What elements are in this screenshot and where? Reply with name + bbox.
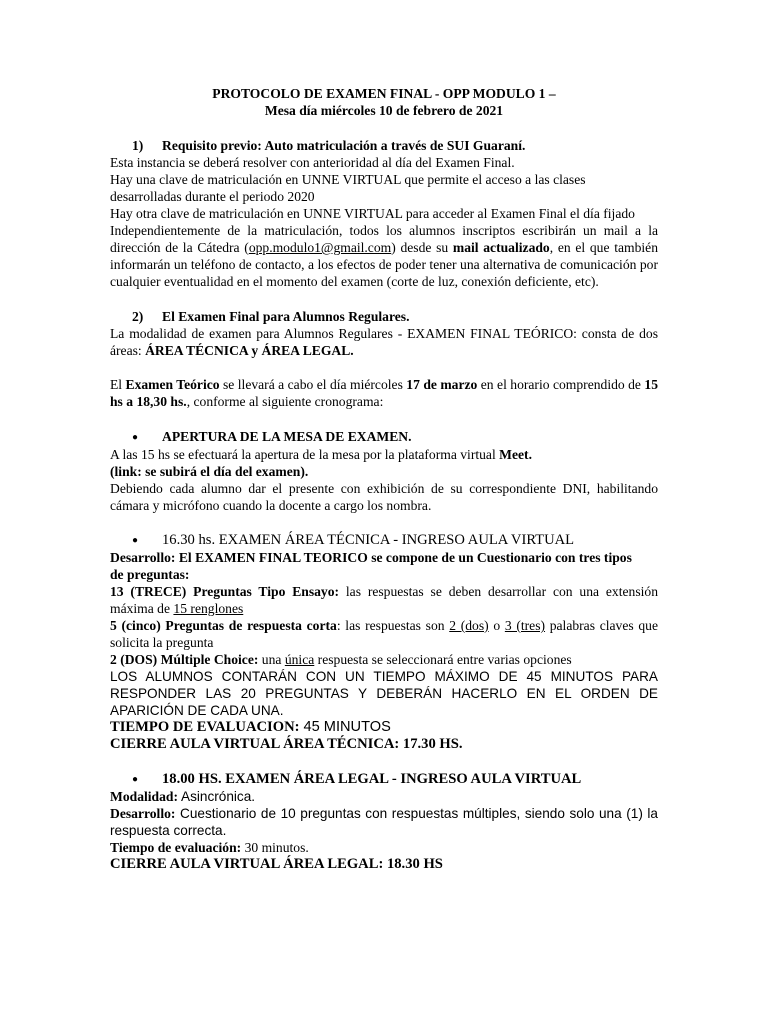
text-run: 45 MINUTOS xyxy=(299,719,391,735)
emphasis: 13 (TRECE) Preguntas Tipo Ensayo: xyxy=(110,584,340,599)
document-title: PROTOCOLO DE EXAMEN FINAL - OPP MODULO 1 – xyxy=(212,86,556,101)
section-1-paragraph-3: Hay otra clave de matriculación en UNNE VIRTUAL para acceder al Examen Final el día fijado xyxy=(110,206,635,221)
emphasis: Desarrollo: xyxy=(110,806,176,821)
section-2-number: 2) xyxy=(132,309,144,324)
text-run: Independientemente de la matriculación, todos los alumnos inscriptos escribirán un mail a la dirección de la Cátedra ( xyxy=(110,223,658,255)
bullet-2-development-cont: de preguntas: xyxy=(110,567,190,582)
bullet-1-heading xyxy=(132,428,658,446)
emphasis: 5 (cinco) Preguntas de respuesta corta xyxy=(110,618,337,633)
section-1-paragraph-1: Esta instancia se deberá resolver con anterioridad al día del Examen Final. xyxy=(110,155,515,170)
emphasis: mail actualizado xyxy=(452,240,550,255)
underlined-text: 3 (tres) xyxy=(504,618,546,633)
bullet-2-title: 16.30 hs. EXAMEN ÁREA TÉCNICA - INGRESO AULA VIRTUAL xyxy=(162,532,575,548)
section-1-paragraph-2: Hay una clave de matriculación en UNNE VIRTUAL que permite el acceso a las clases desarrolladas durante el periodo 2020 xyxy=(110,172,586,204)
section-1-heading xyxy=(132,137,658,154)
section-2-paragraph-1 xyxy=(110,325,658,359)
emphasis: 15 hs a 18,30 hs. xyxy=(110,377,658,409)
catedra-email-link[interactable]: opp.modulo1@gmail.com xyxy=(248,240,392,255)
bullet-1-paragraph-1 xyxy=(110,446,658,463)
text-run: Cuestionario de 10 preguntas con respuestas múltiples, siendo solo una (1) la respuesta correcta. xyxy=(110,806,658,838)
bullet-2-close: CIERRE AULA VIRTUAL ÁREA TÉCNICA: 17.30 HS. xyxy=(110,736,463,752)
bullet-2-heading xyxy=(132,532,658,549)
bullet-icon: ● xyxy=(132,774,139,785)
section-1-paragraph-4 xyxy=(110,222,658,290)
text-run: una xyxy=(258,652,285,667)
bullet-3-heading xyxy=(132,771,658,788)
text-run: en el horario comprendido de xyxy=(477,377,645,392)
section-1-number: 1) xyxy=(132,138,144,153)
underlined-text: 2 (dos) xyxy=(449,618,489,633)
text-run: , en el que también informarán un teléfono de contacto, a los efectos de poder tener una alternativa de comunicación por cualquier eventualidad en el momento del examen (corte de luz, conexión deficiente, etc). xyxy=(110,240,658,289)
document-subtitle: Mesa día miércoles 10 de febrero de 2021 xyxy=(264,103,504,118)
bullet-2-question-type-1 xyxy=(110,583,658,617)
underlined-text: 15 renglones xyxy=(173,601,244,616)
bullet-2-development: Desarrollo: El EXAMEN FINAL TEORICO se compone de un Cuestionario con tres tipos xyxy=(110,550,632,565)
text-run: , conforme al siguiente cronograma: xyxy=(186,394,384,409)
text-run: La modalidad de examen para Alumnos Regulares - EXAMEN FINAL TEÓRICO: consta de dos áreas: xyxy=(110,326,658,358)
emphasis: ÁREA TÉCNICA y ÁREA LEGAL. xyxy=(145,343,354,358)
section-2-heading xyxy=(132,308,658,325)
emphasis: Modalidad: xyxy=(110,789,178,804)
bullet-1-title: APERTURA DE LA MESA DE EXAMEN. xyxy=(162,429,412,444)
bullet-3-close: CIERRE AULA VIRTUAL ÁREA LEGAL: 18.30 HS xyxy=(110,856,443,872)
emphasis: Meet. xyxy=(499,447,532,462)
bullet-2-question-type-2 xyxy=(110,617,658,651)
text-run: ) desde su xyxy=(391,240,453,255)
text-run: El xyxy=(110,377,126,392)
bullet-3-development xyxy=(110,805,658,839)
text-run: se llevará a cabo el día miércoles xyxy=(219,377,407,392)
emphasis: Tiempo de evaluación: xyxy=(110,840,242,855)
bullet-icon: ● xyxy=(132,535,139,546)
bullet-2-question-type-3 xyxy=(110,651,658,668)
emphasis: 17 de marzo xyxy=(406,377,478,392)
bullet-3-title: 18.00 HS. EXAMEN ÁREA LEGAL - INGRESO AULA VIRTUAL xyxy=(162,771,582,787)
emphasis: 2 (DOS) Múltiple Choice: xyxy=(110,652,259,667)
text-run: o xyxy=(488,618,505,633)
bullet-2-evaluation-time xyxy=(110,719,658,736)
bullet-1-paragraph-3: Debiendo cada alumno dar el presente con exhibición de su correspondiente DNI, habilitando cámara y micrófono cuando la docente a cargo los nombra. xyxy=(110,481,658,513)
section-2-paragraph-2 xyxy=(110,376,658,410)
underlined-text: única xyxy=(284,652,315,667)
text-run: palabras claves que solicita la pregunta xyxy=(110,618,658,650)
section-1-title: Requisito previo: Auto matriculación a través de SUI Guaraní. xyxy=(162,138,526,153)
emphasis: TIEMPO DE EVALUACION: xyxy=(110,719,300,735)
bullet-2-time-notice: LOS ALUMNOS CONTARÁN CON UN TIEMPO MÁXIMO DE 45 MINUTOS PARA RESPONDER LAS 20 PREGUNTAS Y DEBERÁN HACERLO EN EL ORDEN DE APARICIÓN DE CADA UNA. xyxy=(110,669,658,718)
text-run: A las 15 hs se efectuará la apertura de la mesa por la plataforma virtual xyxy=(110,447,500,462)
emphasis: Examen Teórico xyxy=(125,377,220,392)
bullet-3-evaluation-time xyxy=(110,839,658,856)
text-run: 30 minutos. xyxy=(241,840,309,855)
text-run: respuesta se seleccionará entre varias opciones xyxy=(314,652,572,667)
text-run: las respuestas se deben desarrollar con una extensión máxima de xyxy=(110,584,658,616)
bullet-3-modality xyxy=(110,788,658,805)
text-run: : las respuestas son xyxy=(336,618,450,633)
bullet-1-paragraph-2: (link: se subirá el día del examen). xyxy=(110,464,309,479)
text-run: Asincrónica. xyxy=(177,789,256,804)
section-2-title: El Examen Final para Alumnos Regulares. xyxy=(162,309,410,324)
bullet-icon: ● xyxy=(132,432,139,443)
